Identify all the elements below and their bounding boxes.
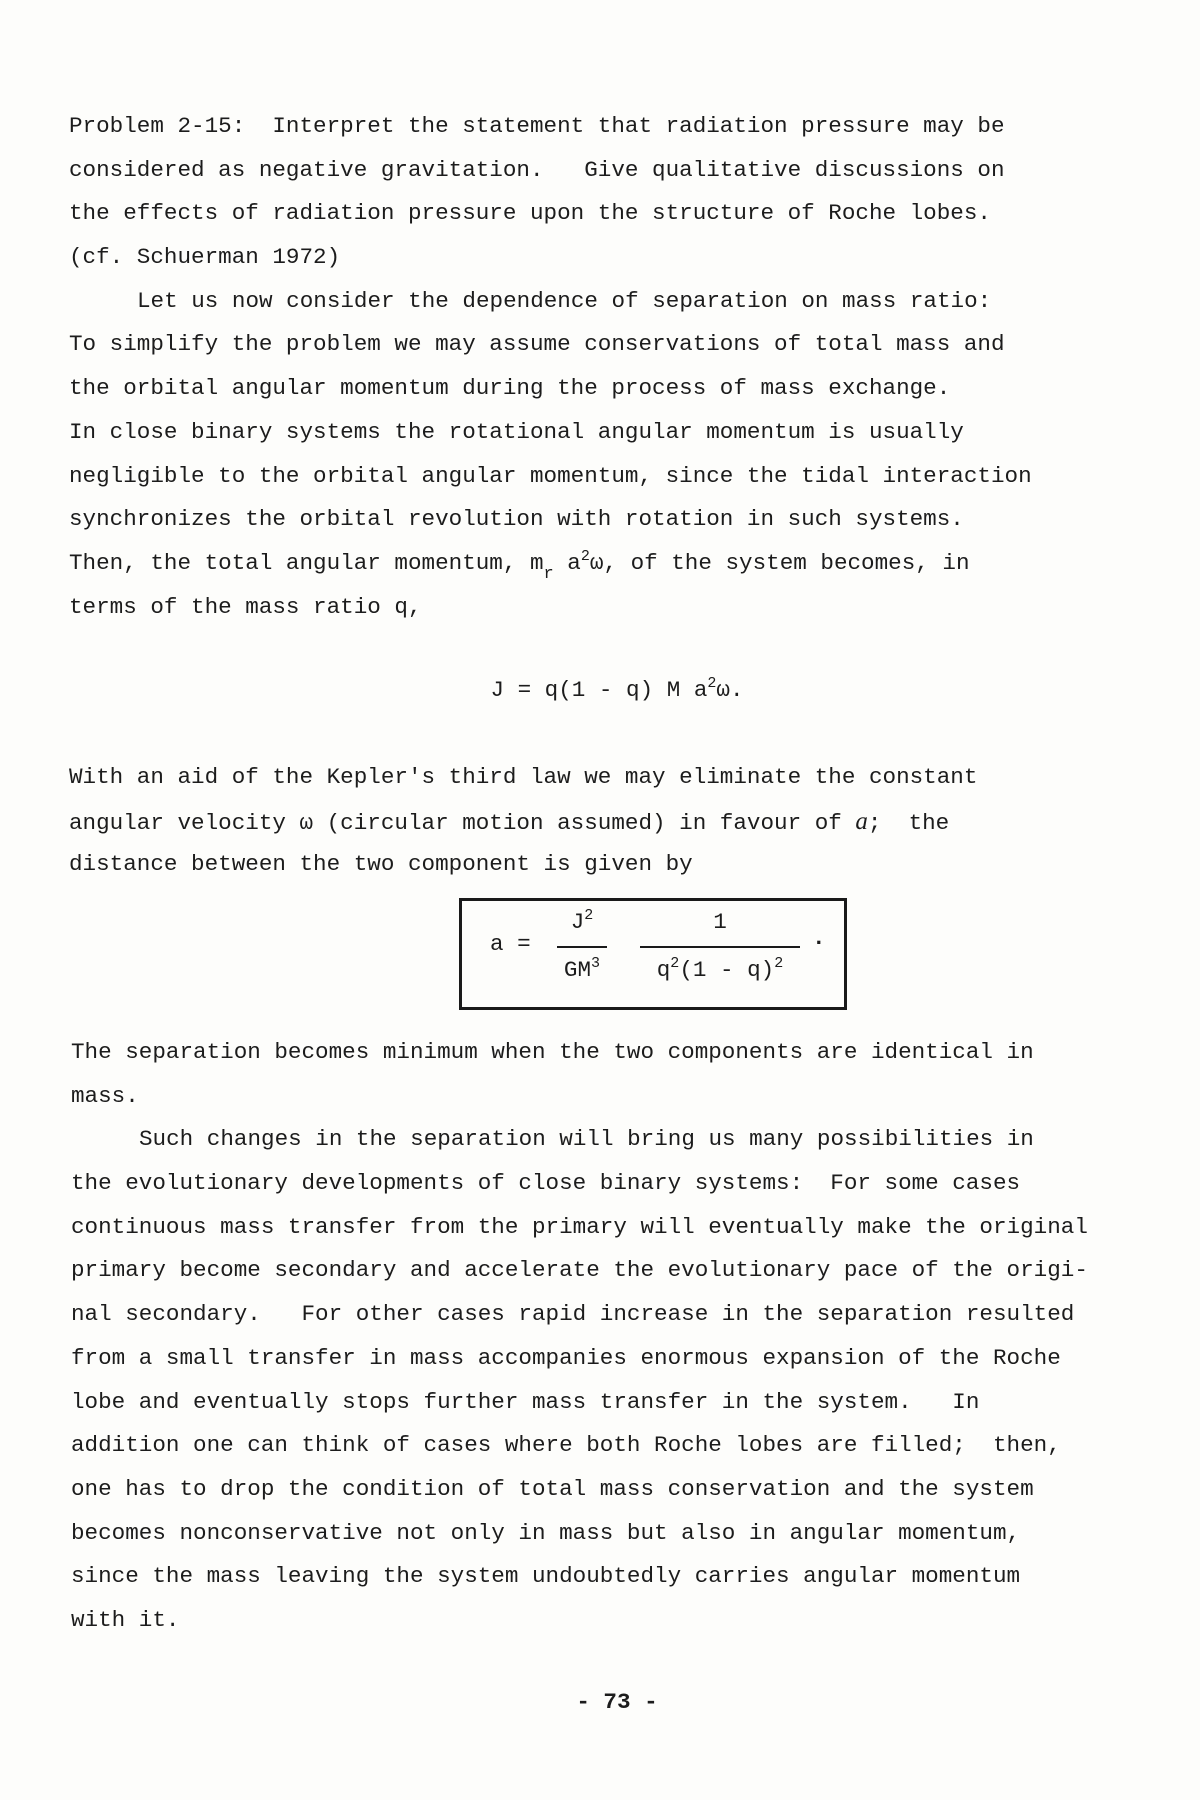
- text: ω, of the system becomes, in: [589, 549, 970, 576]
- superscript: 2: [670, 955, 680, 972]
- superscript: 2: [707, 675, 717, 692]
- fraction-denominator: [557, 946, 607, 988]
- superscript: 3: [591, 955, 601, 972]
- text-line: addition one can think of cases where both Roche lobes are filled; then,: [71, 1432, 1061, 1459]
- text-line: (cf. Schuerman 1972): [69, 244, 341, 271]
- text: ω.: [716, 677, 744, 703]
- text-line: considered as negative gravitation. Give qualitative discussions on: [69, 156, 1005, 183]
- text: q: [656, 957, 671, 983]
- text: J = q(1 - q) M a: [490, 677, 708, 703]
- text-line: nal secondary. For other cases rapid increase in the separation resulted: [71, 1301, 1075, 1328]
- section-kepler: [69, 756, 1149, 887]
- fraction-numerator: [557, 909, 607, 935]
- text: a: [553, 549, 581, 576]
- text-line: In close binary systems the rotational angular momentum is usually: [69, 418, 964, 445]
- text-line: the effects of radiation pressure upon the structure of Roche lobes.: [69, 200, 991, 227]
- period: .: [812, 925, 826, 951]
- text-line: becomes nonconservative not only in mass but also in angular momentum,: [71, 1519, 1021, 1546]
- equation-angular-momentum: [0, 668, 1200, 712]
- subscript: r: [543, 564, 554, 584]
- text-line: the orbital angular momentum during the process of mass exchange.: [69, 375, 951, 402]
- boxed-equation-separation: [459, 898, 847, 1010]
- text-line: distance between the two component is given by: [69, 851, 693, 878]
- text: J: [570, 909, 585, 935]
- fraction-numerator: 1: [713, 909, 727, 935]
- text-line: To simplify the problem we may assume conservations of total mass and: [69, 331, 1005, 358]
- text-line: The separation becomes minimum when the two components are identical in: [71, 1039, 1034, 1065]
- text-line: Such changes in the separation will bring us many possibilities in: [139, 1126, 1034, 1153]
- superscript: 2: [584, 907, 594, 924]
- text-line: with it.: [71, 1606, 180, 1633]
- text-line: lobe and eventually stops further mass transfer in the system. In: [71, 1388, 980, 1415]
- text-line: mass.: [71, 1082, 139, 1109]
- text-line: negligible to the orbital angular momentum, since the tidal interaction: [69, 462, 1032, 489]
- text-line: With an aid of the Kepler's third law we may eliminate the constant: [69, 764, 978, 790]
- text-line: [69, 542, 1149, 586]
- text-line: synchronizes the orbital revolution with rotation in such systems.: [69, 506, 964, 533]
- text-line: continuous mass transfer from the primary will eventually make the original: [71, 1213, 1088, 1240]
- text: Then, the total angular momentum, m: [69, 549, 544, 576]
- lhs: a =: [490, 931, 531, 957]
- italic-symbol: a: [855, 807, 868, 835]
- text-line: from a small transfer in mass accompanies enormous expansion of the Roche: [71, 1344, 1061, 1371]
- text-line: terms of the mass ratio q,: [69, 593, 422, 620]
- text-line: primary become secondary and accelerate the evolutionary pace of the origi-: [71, 1257, 1088, 1284]
- section-problem: [69, 105, 1149, 629]
- text: GM: [563, 957, 592, 983]
- text-line: Let us now consider the dependence of separation on mass ratio:: [137, 287, 992, 314]
- fraction-denominator: [640, 946, 800, 988]
- text-line: since the mass leaving the system undoubtedly carries angular momentum: [71, 1563, 1021, 1590]
- text: (1 - q): [679, 957, 775, 983]
- text-line: [69, 800, 1149, 844]
- superscript: 2: [774, 955, 784, 972]
- section-separation: [71, 1031, 1151, 1643]
- text: ; the: [867, 809, 950, 836]
- page-number: - 73 -: [576, 1689, 658, 1715]
- text-line: Problem 2-15: Interpret the statement that radiation pressure may be: [69, 113, 1005, 139]
- superscript: 2: [580, 547, 590, 565]
- text-line: one has to drop the condition of total mass conservation and the system: [71, 1475, 1034, 1502]
- text-line: the evolutionary developments of close binary systems: For some cases: [71, 1170, 1021, 1197]
- text: angular velocity ω (circular motion assumed) in favour of: [69, 809, 856, 836]
